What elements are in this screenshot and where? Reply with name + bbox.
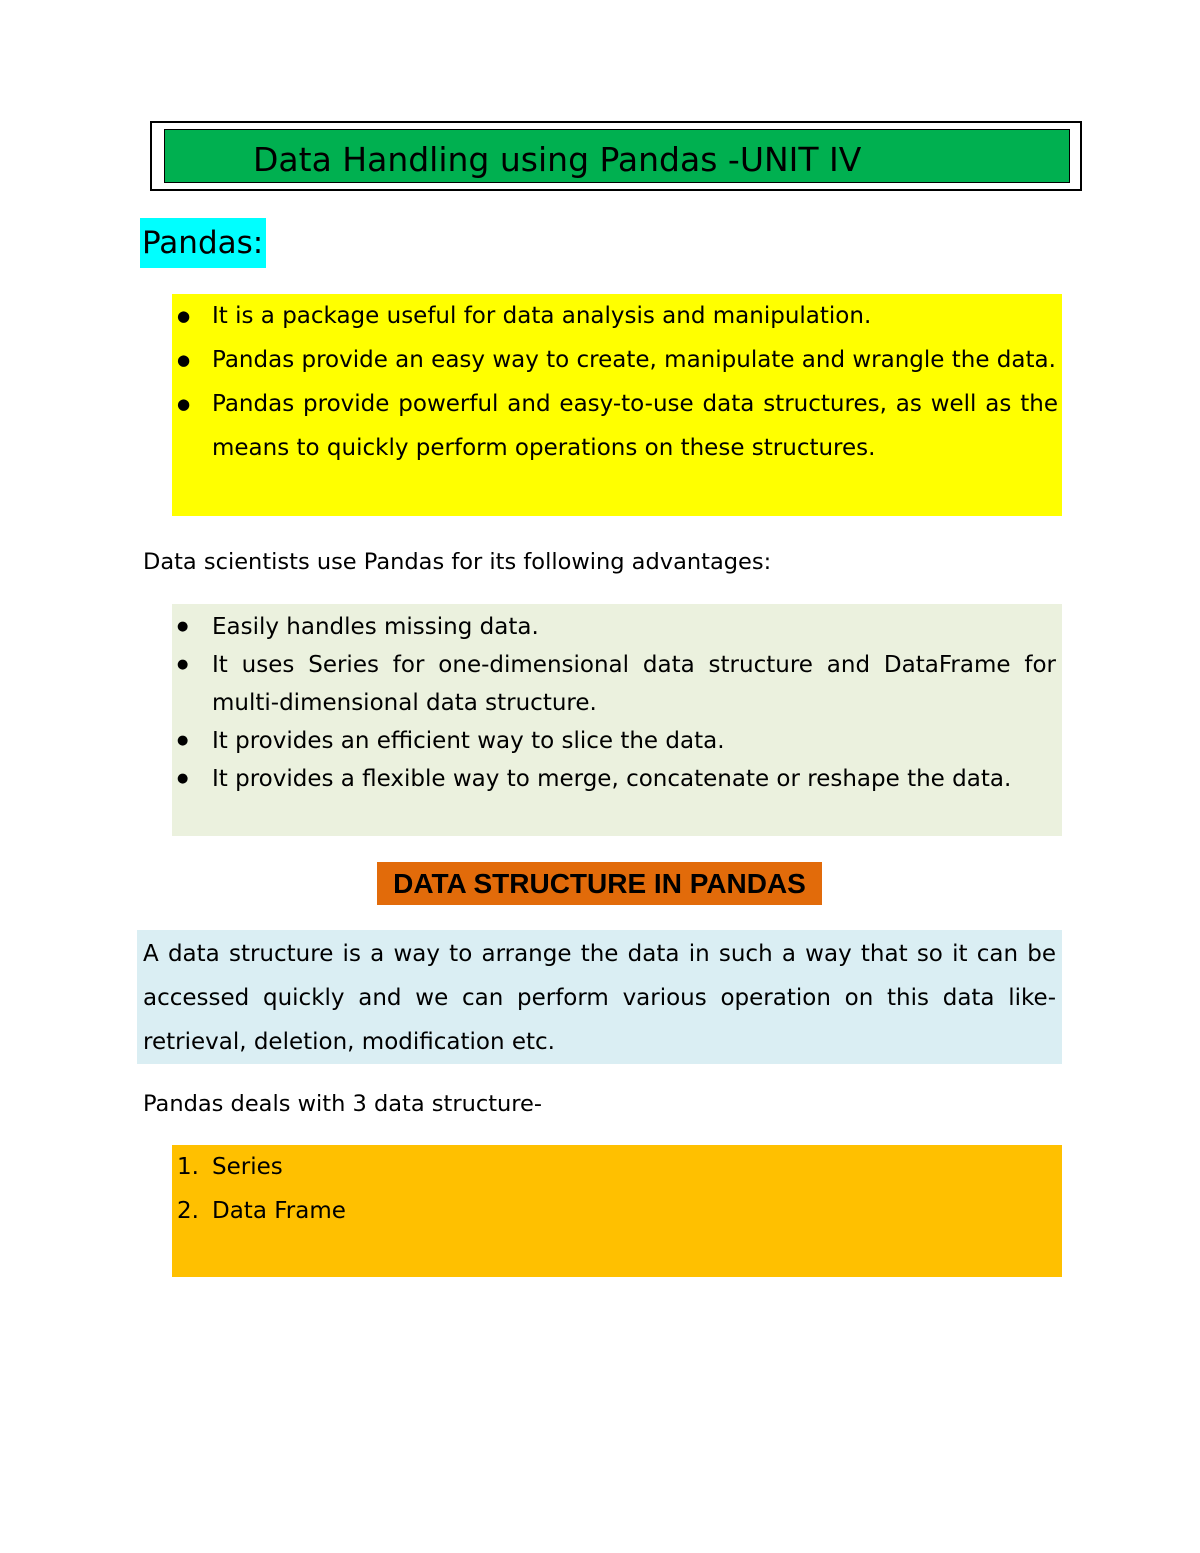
list-number: 1. bbox=[177, 1154, 199, 1180]
bullet-icon: ● bbox=[177, 771, 189, 786]
list-item: ● It is a package useful for data analysis and manipulation. bbox=[172, 294, 1058, 338]
title-box bbox=[150, 121, 1082, 191]
title-banner bbox=[164, 129, 1070, 183]
intro-bullet-list bbox=[172, 294, 1058, 470]
list-item: ● Pandas provide an easy way to create, manipulate and wrangle the data. bbox=[172, 338, 1058, 382]
bullet-icon: ● bbox=[177, 395, 191, 413]
data-structure-heading: DATA STRUCTURE IN PANDAS bbox=[377, 862, 822, 905]
structures-block bbox=[172, 1145, 1062, 1277]
bullet-icon: ● bbox=[177, 307, 191, 325]
list-item: ● Easily handles missing data. bbox=[172, 608, 1056, 646]
bullet-icon: ● bbox=[177, 657, 189, 672]
advantages-intro: Data scientists use Pandas for its following advantages: bbox=[143, 549, 772, 575]
list-item: ● Pandas provide powerful and easy-to-use data structures, as well as the means to quickly perform operations on these structures. bbox=[172, 382, 1058, 470]
page-title: Data Handling using Pandas -UNIT IV bbox=[253, 140, 862, 179]
data-structure-definition: A data structure is a way to arrange the data in such a way that so it can be accessed quickly and we can perform various operation on this data like- retrieval, deletion, modification etc. bbox=[137, 930, 1062, 1064]
list-item: ● It provides an efficient way to slice the data. bbox=[172, 722, 1056, 760]
list-item: ● It provides a flexible way to merge, concatenate or reshape the data. bbox=[172, 760, 1056, 798]
advantages-list bbox=[172, 608, 1056, 798]
list-item: 1. Series bbox=[172, 1145, 1062, 1189]
list-item: 2. Data Frame bbox=[172, 1189, 1062, 1233]
pandas-heading: Pandas: bbox=[140, 218, 266, 268]
advantages-block bbox=[172, 604, 1062, 836]
list-number: 2. bbox=[177, 1198, 199, 1224]
list-item: ● It uses Series for one-dimensional data structure and DataFrame for multi-dimensional data structure. bbox=[172, 646, 1056, 722]
deals-with-text: Pandas deals with 3 data structure- bbox=[143, 1091, 543, 1117]
bullet-icon: ● bbox=[177, 351, 191, 369]
bullet-icon: ● bbox=[177, 619, 189, 634]
intro-bullet-block bbox=[172, 294, 1062, 516]
bullet-icon: ● bbox=[177, 733, 189, 748]
structures-list bbox=[172, 1145, 1062, 1233]
